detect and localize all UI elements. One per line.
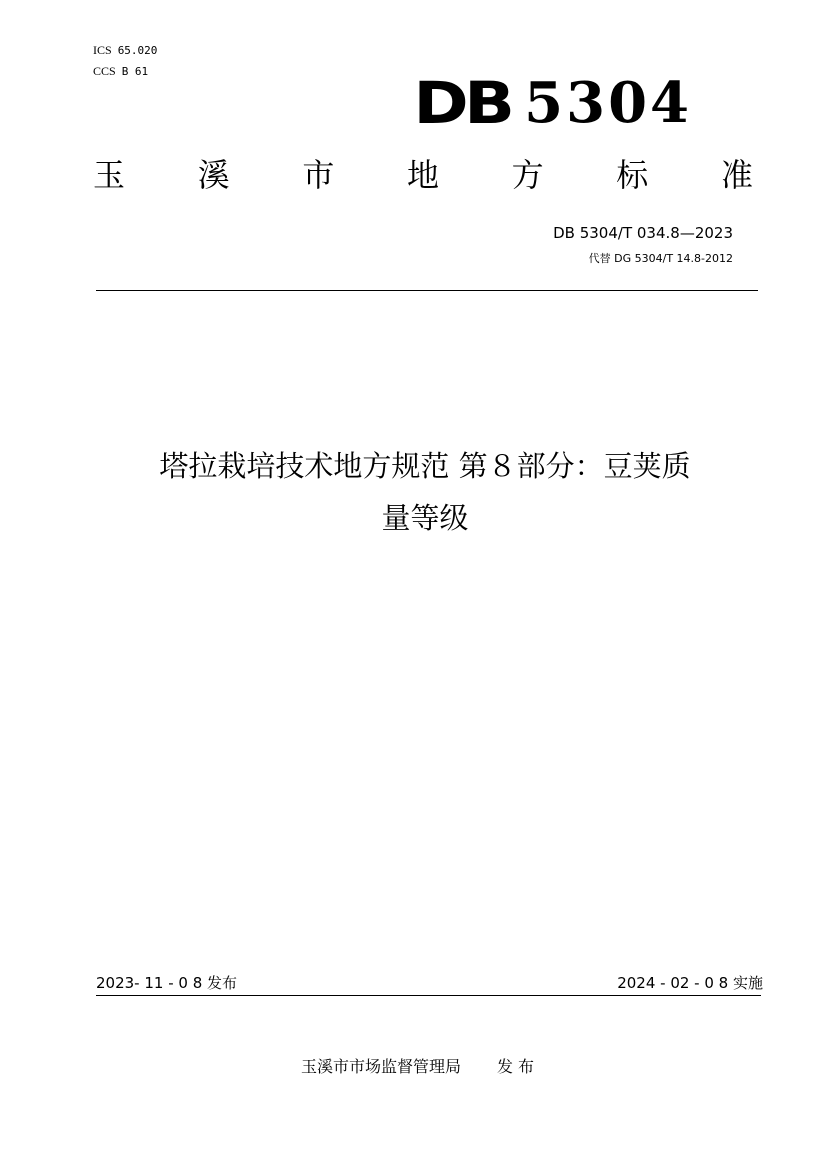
- db-logo-number: 5304: [524, 70, 692, 136]
- ccs-value: B 61: [121, 65, 149, 78]
- replaces-standard: 代替 DG 5304/T 14.8-2012: [588, 252, 733, 265]
- standard-type-char: 玉: [93, 156, 126, 194]
- publish-date: 2023- 11 - 0 8 发布: [96, 974, 238, 992]
- header-divider: [96, 290, 758, 291]
- ics-label: ICS: [93, 43, 112, 57]
- title-line-1: 塔拉栽培技术地方规范 第８部分：豆荚质: [159, 449, 691, 483]
- ccs-row: [93, 61, 157, 82]
- document-title: [80, 440, 770, 544]
- standard-type-char: 标: [616, 156, 649, 194]
- ics-value: 65.020: [117, 44, 158, 57]
- ccs-label: CCS: [93, 64, 116, 78]
- standard-type-char: 溪: [197, 156, 230, 194]
- standard-type-char: 方: [511, 156, 544, 194]
- standard-type-char: 准: [720, 156, 753, 194]
- classification-codes: [93, 40, 157, 82]
- title-line-2: 量等级: [381, 501, 469, 535]
- standard-number: DB 5304/T 034.8—2023: [553, 224, 733, 242]
- db-logo-letters: DB: [413, 69, 511, 137]
- standard-type-heading: [93, 155, 753, 195]
- issuer-action: 发 布: [496, 1057, 535, 1076]
- implement-date: 2024 - 02 - 0 8 实施: [617, 974, 763, 992]
- footer-divider: [96, 995, 761, 996]
- issuer-name: 玉溪市市场监督管理局: [300, 1057, 461, 1076]
- issuer-line: [0, 1054, 815, 1077]
- db-logo: [413, 69, 692, 137]
- ics-row: [93, 40, 157, 61]
- standard-type-char: 地: [406, 156, 439, 194]
- standard-type-char: 市: [302, 156, 335, 194]
